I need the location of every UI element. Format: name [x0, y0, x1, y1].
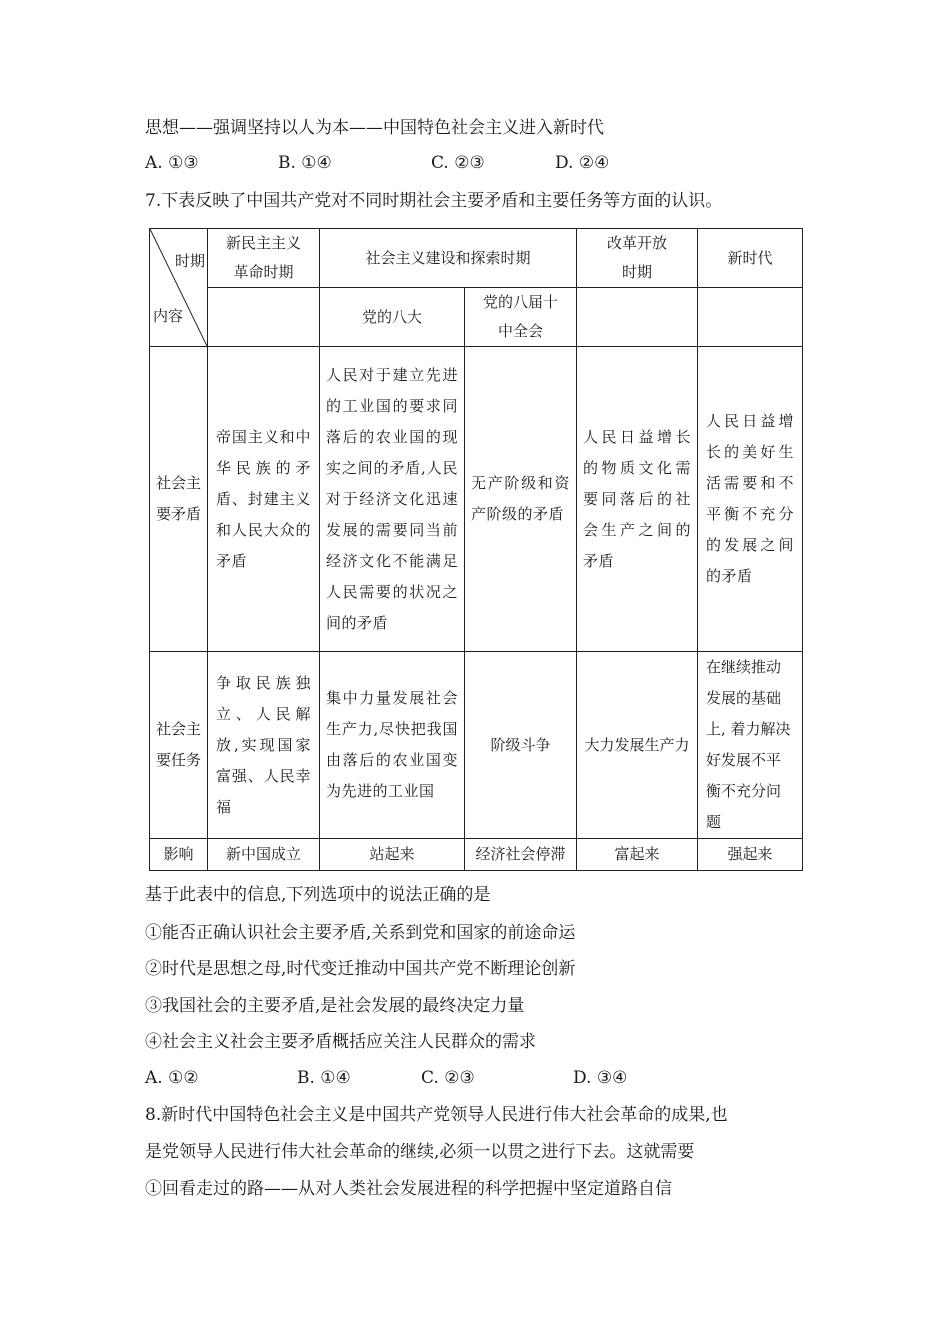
q7-statement-4: ④社会主义社会主要矛盾概括应关注人民群众的需求 — [145, 1032, 536, 1052]
diagonal-line — [150, 229, 207, 346]
impact-cell-3: 经济社会停滞 — [465, 839, 577, 871]
row-label-impact: 影响 — [150, 839, 208, 871]
corner-header-content: 内容 — [153, 307, 184, 325]
q7-statement-3: ③我国社会的主要矛盾,是社会发展的最终决定力量 — [145, 996, 525, 1016]
header-period-2: 社会主义建设和探索时期 — [320, 229, 577, 288]
contradiction-cell-3: 无产阶级和资产阶级的矛盾 — [465, 347, 577, 652]
impact-cell-1: 新中国成立 — [208, 839, 320, 871]
task-cell-4: 大力发展生产力 — [577, 652, 698, 839]
q7-statement-2: ②时代是思想之母,时代变迁推动中国共产党不断理论创新 — [145, 959, 576, 979]
task-cell-1: 争取民族独立、人民解放,实现国家富强、人民幸福 — [208, 652, 320, 839]
task-cell-5: 在继续推动发展的基础上, 着力解决好发展不平衡不充分问题 — [698, 652, 803, 839]
header-empty-cell — [698, 288, 803, 347]
q6-option-c: C. ②③ — [431, 153, 485, 173]
row-label-task: 社会主要任务 — [150, 652, 208, 839]
q6-option-b: B. ①④ — [278, 153, 332, 173]
q7-option-c: C. ②③ — [421, 1068, 475, 1088]
header-empty-cell — [577, 288, 698, 347]
contradiction-table — [149, 228, 803, 871]
q8-statement-1: ①回看走过的路——从对人类社会发展进程的科学把握中坚定道路自信 — [145, 1179, 672, 1199]
q8-stem-line-2: 是党领导人民进行伟大社会革命的继续,必须一以贯之进行下去。这就需要 — [145, 1142, 695, 1162]
q7-option-b: B. ①④ — [297, 1068, 351, 1088]
q6-option-a: A. ①③ — [145, 153, 199, 173]
impact-cell-2: 站起来 — [320, 839, 465, 871]
intro-line: 思想——强调坚持以人为本——中国特色社会主义进入新时代 — [145, 118, 604, 138]
header-period-1: 新民主主义革命时期 — [208, 229, 320, 288]
table-corner-cell — [150, 229, 208, 347]
contradiction-cell-1: 帝国主义和中华民族的矛盾、封建主义和人民大众的矛盾 — [208, 347, 320, 652]
q7-statement-1: ①能否正确认识社会主要矛盾,关系到党和国家的前途命运 — [145, 923, 576, 943]
header-period-2a: 党的八大 — [320, 288, 465, 347]
contradiction-cell-4: 人民日益增长的物质文化需要同落后的社会生产之间的矛盾 — [577, 347, 698, 652]
q6-option-d: D. ②④ — [555, 153, 610, 173]
header-period-2b: 党的八届十中全会 — [465, 288, 577, 347]
impact-cell-5: 强起来 — [698, 839, 803, 871]
task-cell-3: 阶级斗争 — [465, 652, 577, 839]
contradiction-cell-2: 人民对于建立先进的工业国的要求同落后的农业国的现实之间的矛盾,人民对于经济文化迅速发展的需要同当前经济文化不能满足人民需要的状况之间的矛盾 — [320, 347, 465, 652]
q7-option-a: A. ①② — [145, 1068, 199, 1088]
header-period-4: 新时代 — [698, 229, 803, 288]
corner-header-period: 时期 — [174, 252, 205, 270]
row-label-contradiction: 社会主要矛盾 — [150, 347, 208, 652]
header-empty-cell — [208, 288, 320, 347]
q7-stem: 7.下表反映了中国共产党对不同时期社会主要矛盾和主要任务等方面的认识。 — [145, 191, 723, 211]
contradiction-cell-5: 人民日益增长的美好生活需要和不平衡不充分的发展之间的矛盾 — [698, 347, 803, 652]
header-period-3: 改革开放时期 — [577, 229, 698, 288]
impact-cell-4: 富起来 — [577, 839, 698, 871]
q8-stem-line-1: 8.新时代中国特色社会主义是中国共产党领导人民进行伟大社会革命的成果,也 — [145, 1105, 728, 1125]
q7-option-d: D. ③④ — [573, 1068, 628, 1088]
q7-question: 基于此表中的信息,下列选项中的说法正确的是 — [145, 885, 491, 905]
task-cell-2: 集中力量发展社会生产力,尽快把我国由落后的农业国变为先进的工业国 — [320, 652, 465, 839]
